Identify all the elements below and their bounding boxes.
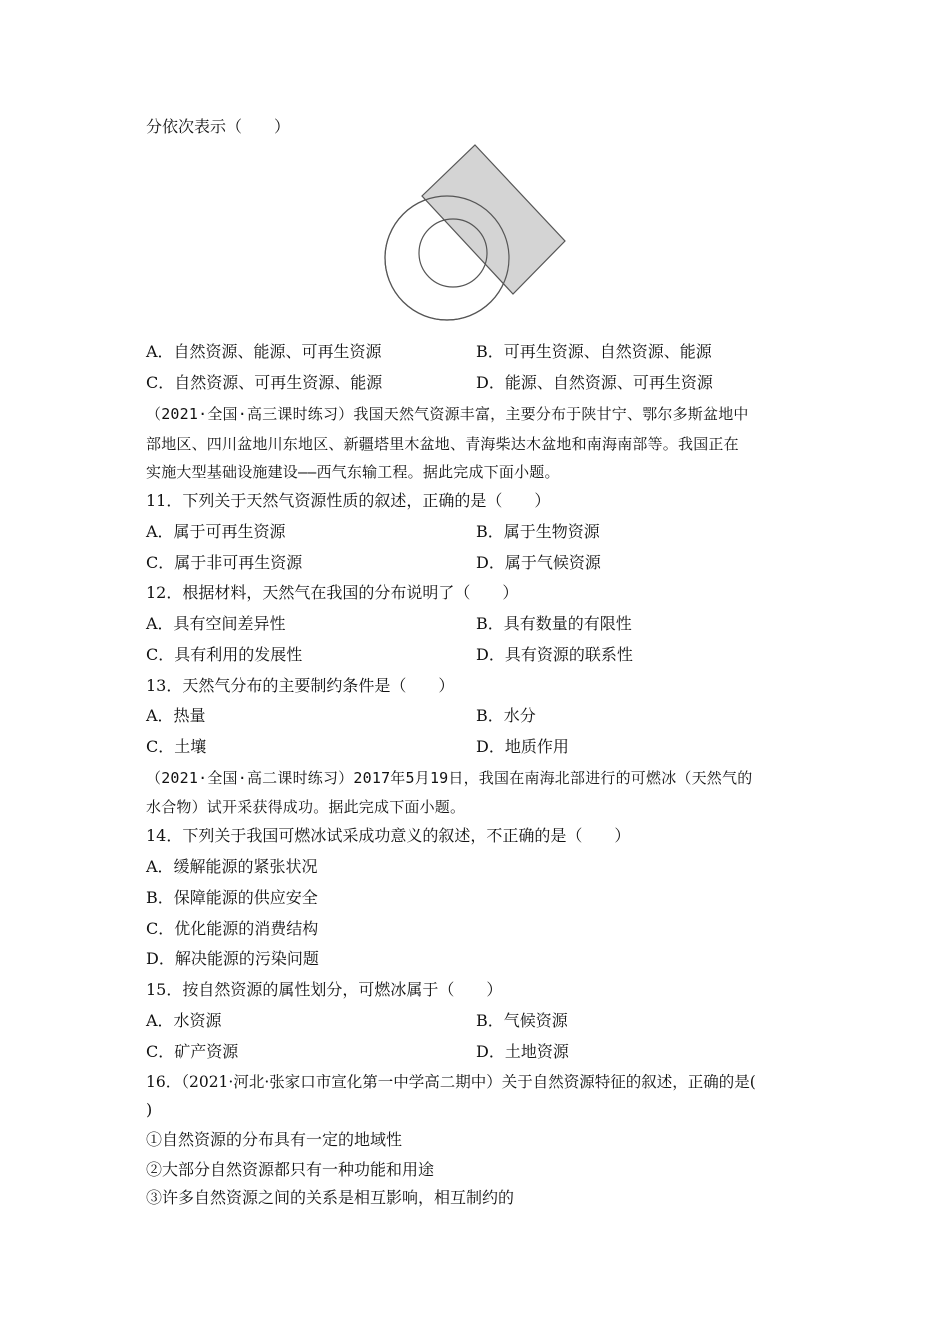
q15-option-c[interactable]: C．矿产资源 xyxy=(146,1042,239,1061)
q10-option-d[interactable]: D．能源、自然资源、可再生资源 xyxy=(476,373,713,392)
q10-stem-tail: 分依次表示（ ） xyxy=(146,117,291,136)
material2-line-2: 水合物）试开采获得成功。据此完成下面小题。 xyxy=(146,798,466,816)
material1-line-3: 实施大型基础设施建设——西气东输工程。据此完成下面小题。 xyxy=(146,463,560,481)
q11-option-c[interactable]: C．属于非可再生资源 xyxy=(146,553,303,572)
q13-option-d[interactable]: D．地质作用 xyxy=(476,737,569,756)
q12-option-c[interactable]: C．具有利用的发展性 xyxy=(146,645,303,664)
q16-item-2: ②大部分自然资源都只有一种功能和用途 xyxy=(146,1160,435,1179)
q16-item-1: ①自然资源的分布具有一定的地域性 xyxy=(146,1130,403,1149)
q16-stem-line-2: ) xyxy=(146,1100,153,1119)
q12-option-b[interactable]: B．具有数量的有限性 xyxy=(476,614,632,633)
q14-option-c[interactable]: C．优化能源的消费结构 xyxy=(146,919,319,938)
q15-option-d[interactable]: D．土地资源 xyxy=(476,1042,569,1061)
q10-option-c[interactable]: C．自然资源、可再生资源、能源 xyxy=(146,373,383,392)
material1-line-1: （2021·全国·高三课时练习）我国天然气资源丰富，主要分布于陕甘宁、鄂尔多斯盆地中 xyxy=(146,405,749,423)
q14-stem: 14．下列关于我国可燃冰试采成功意义的叙述，不正确的是（ ） xyxy=(146,826,631,845)
q11-option-b[interactable]: B．属于生物资源 xyxy=(476,522,600,541)
q15-option-a[interactable]: A．水资源 xyxy=(146,1011,222,1030)
q14-option-b[interactable]: B．保障能源的供应安全 xyxy=(146,888,318,907)
q13-option-c[interactable]: C．土壤 xyxy=(146,737,207,756)
q10-option-b[interactable]: B．可再生资源、自然资源、能源 xyxy=(476,342,712,361)
material1-line-2: 部地区、四川盆地川东地区、新疆塔里木盆地、青海柴达木盆地和南海南部等。我国正在 xyxy=(146,435,739,453)
q16-item-3: ③许多自然资源之间的关系是相互影响，相互制约的 xyxy=(146,1188,515,1207)
q11-option-d[interactable]: D．属于气候资源 xyxy=(476,553,601,572)
q16-stem-line-1: 16．（2021·河北·张家口市宣化第一中学高二期中）关于自然资源特征的叙述，正确的是( xyxy=(146,1073,756,1091)
q15-option-b[interactable]: B．气候资源 xyxy=(476,1011,568,1030)
q13-stem: 13．天然气分布的主要制约条件是（ ） xyxy=(146,676,455,695)
q12-stem: 12．根据材料，天然气在我国的分布说明了（ ） xyxy=(146,583,519,602)
q11-option-a[interactable]: A．属于可再生资源 xyxy=(146,522,286,541)
q13-option-a[interactable]: A．热量 xyxy=(146,706,206,725)
resource-relationship-diagram xyxy=(380,140,570,330)
q10-option-a[interactable]: A．自然资源、能源、可再生资源 xyxy=(146,342,382,361)
q15-stem: 15．按自然资源的属性划分，可燃冰属于（ ） xyxy=(146,980,503,999)
q14-option-d[interactable]: D．解决能源的污染问题 xyxy=(146,949,319,968)
q13-option-b[interactable]: B．水分 xyxy=(476,706,536,725)
q14-option-a[interactable]: A．缓解能源的紧张状况 xyxy=(146,857,318,876)
material2-line-1: （2021·全国·高二课时练习）2017年5月19日，我国在南海北部进行的可燃冰（天然气的 xyxy=(146,769,753,787)
q12-option-d[interactable]: D．具有资源的联系性 xyxy=(476,645,633,664)
q12-option-a[interactable]: A．具有空间差异性 xyxy=(146,614,286,633)
q11-stem: 11．下列关于天然气资源性质的叙述，正确的是（ ） xyxy=(146,491,551,510)
